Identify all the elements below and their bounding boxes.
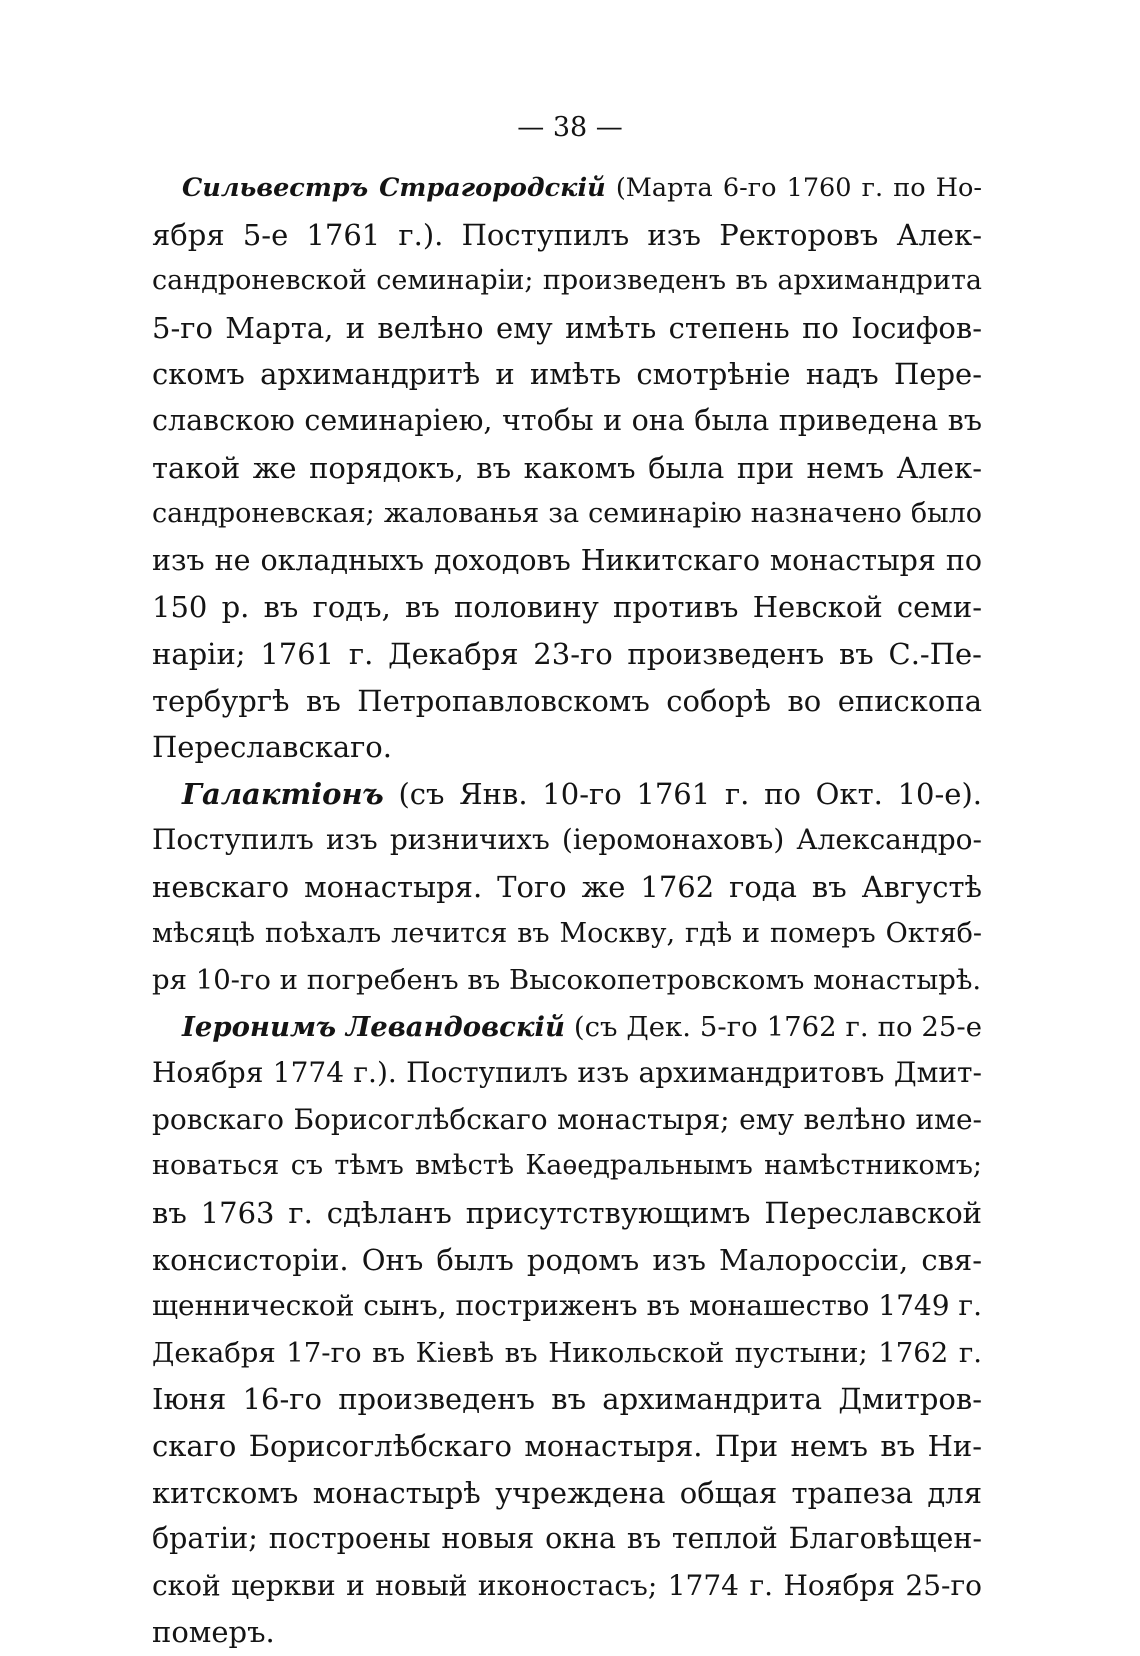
text-line	[152, 584, 982, 631]
line-text: Поступилъ изъ ризничихъ (іеромонаховъ) Александро-	[152, 823, 982, 857]
line-text: новаться съ тѣмъ вмѣстѣ Каѳедральнымъ намѣстникомъ;	[152, 1150, 982, 1182]
text-line	[152, 724, 982, 771]
line-text: мѣсяцѣ поѣхалъ лечится въ Москву, гдѣ и померъ Октяб-	[152, 917, 982, 949]
line-text: сандроневской семинаріи; произведенъ въ архимандрита	[152, 265, 982, 297]
line-text: ровскаго Борисоглѣбскаго монастыря; ему велѣно име-	[152, 1102, 982, 1136]
line-text: ской церкви и новый иконостасъ; 1774 г. Ноября 25-го	[152, 1568, 982, 1602]
line-text: щеннической сынъ, постриженъ въ монашество 1749 г.	[152, 1289, 982, 1323]
entry-name: Іеронимъ Левандовскій	[182, 1010, 565, 1043]
text-line	[152, 351, 982, 398]
line-text: скаго Борисоглѣбскаго монастыря. При немъ въ Ни-	[152, 1429, 982, 1464]
text-line	[152, 1376, 982, 1423]
text-line	[152, 538, 982, 585]
line-text: тербургѣ въ Петропавловскомъ соборѣ во епископа	[152, 683, 982, 718]
line-text: 150 р. въ годъ, въ половину противъ Невской семи-	[152, 590, 982, 625]
line-text: наріи; 1761 г. Декабря 23-го произведенъ въ С.-Пе-	[152, 636, 982, 671]
text-line	[152, 864, 982, 911]
text-line	[152, 305, 982, 352]
text-line	[152, 1050, 982, 1097]
text-line	[152, 212, 982, 259]
text-line	[152, 1143, 982, 1190]
text-line	[152, 771, 982, 818]
text-line	[152, 491, 982, 538]
line-text: невскаго монастыря. Того же 1762 года въ Августѣ	[152, 869, 982, 904]
text-line	[152, 1097, 982, 1144]
text-line	[152, 1237, 982, 1284]
text-line	[152, 1283, 982, 1330]
line-text: изъ не окладныхъ доходовъ Никитскаго монастыря по	[152, 543, 982, 577]
text-line	[152, 1470, 982, 1517]
text-line	[152, 678, 982, 725]
line-text: скомъ архимандритѣ и имѣть смотрѣніе надъ Пере-	[152, 357, 982, 392]
line-text: китскомъ монастырѣ учреждена общая трапеза для	[152, 1475, 982, 1510]
line-text: ря 10-го и погребенъ въ Высокопетровскомъ монастырѣ.	[152, 964, 982, 997]
text-line	[152, 165, 982, 212]
text-line	[152, 1609, 982, 1656]
text-line	[152, 1563, 982, 1610]
line-text: славскою семинаріею, чтобы и она была приведена въ	[152, 403, 982, 437]
entry-paragraph	[152, 771, 982, 1004]
line-text: сандроневская; жалованья за семинарію назначено было	[152, 498, 982, 530]
text-line	[152, 1190, 982, 1237]
line-text: ября 5-е 1761 г.). Поступилъ изъ Ректоровъ Алек-	[152, 217, 982, 252]
text-line	[152, 258, 982, 305]
line-text: Іюня 16-го произведенъ въ архимандрита Дмитров-	[152, 1382, 982, 1417]
line-text: братіи; построены новыя окна въ теплой Благовѣщен-	[152, 1522, 982, 1556]
text-line	[152, 398, 982, 445]
text-line	[152, 1423, 982, 1470]
line-text: Ноября 1774 г.). Поступилъ изъ архимандритовъ Дмит-	[152, 1056, 982, 1090]
text-line	[152, 445, 982, 492]
line-text: 5-го Марта, и велѣно ему имѣть степень по Іосифов-	[152, 310, 982, 345]
line-text: Переславскаго.	[152, 730, 392, 765]
text-line	[152, 1004, 982, 1051]
line-text: померъ.	[152, 1615, 275, 1650]
text-line	[152, 1330, 982, 1377]
line-text: консисторіи. Онъ былъ родомъ изъ Малороссіи, свя-	[152, 1242, 982, 1277]
text-line	[152, 911, 982, 958]
line-text: (съ Янв. 10-го 1761 г. по Окт. 10-е).	[383, 776, 982, 811]
text-line	[152, 631, 982, 678]
line-text: такой же порядокъ, въ какомъ была при немъ Алек-	[152, 450, 982, 485]
text-line	[152, 817, 982, 864]
entry-paragraph	[152, 165, 982, 771]
line-text: въ 1763 г. сдѣланъ присутствующимъ Переславской	[152, 1196, 982, 1231]
line-text: Декабря 17-го въ Кіевѣ въ Никольской пустыни; 1762 г.	[152, 1336, 982, 1369]
line-text: (Марта 6-го 1760 г. по Но-	[605, 173, 983, 203]
text-body	[152, 165, 982, 1656]
page-number: — 38 —	[517, 112, 623, 143]
text-line	[152, 957, 982, 1004]
line-text: (съ Дек. 5-го 1762 г. по 25-е	[564, 1010, 982, 1043]
entry-name: Сильвестръ Страгородскій	[182, 173, 606, 203]
text-line	[152, 1516, 982, 1563]
entry-name: Галактіонъ	[182, 776, 384, 811]
entry-paragraph	[152, 1004, 982, 1656]
